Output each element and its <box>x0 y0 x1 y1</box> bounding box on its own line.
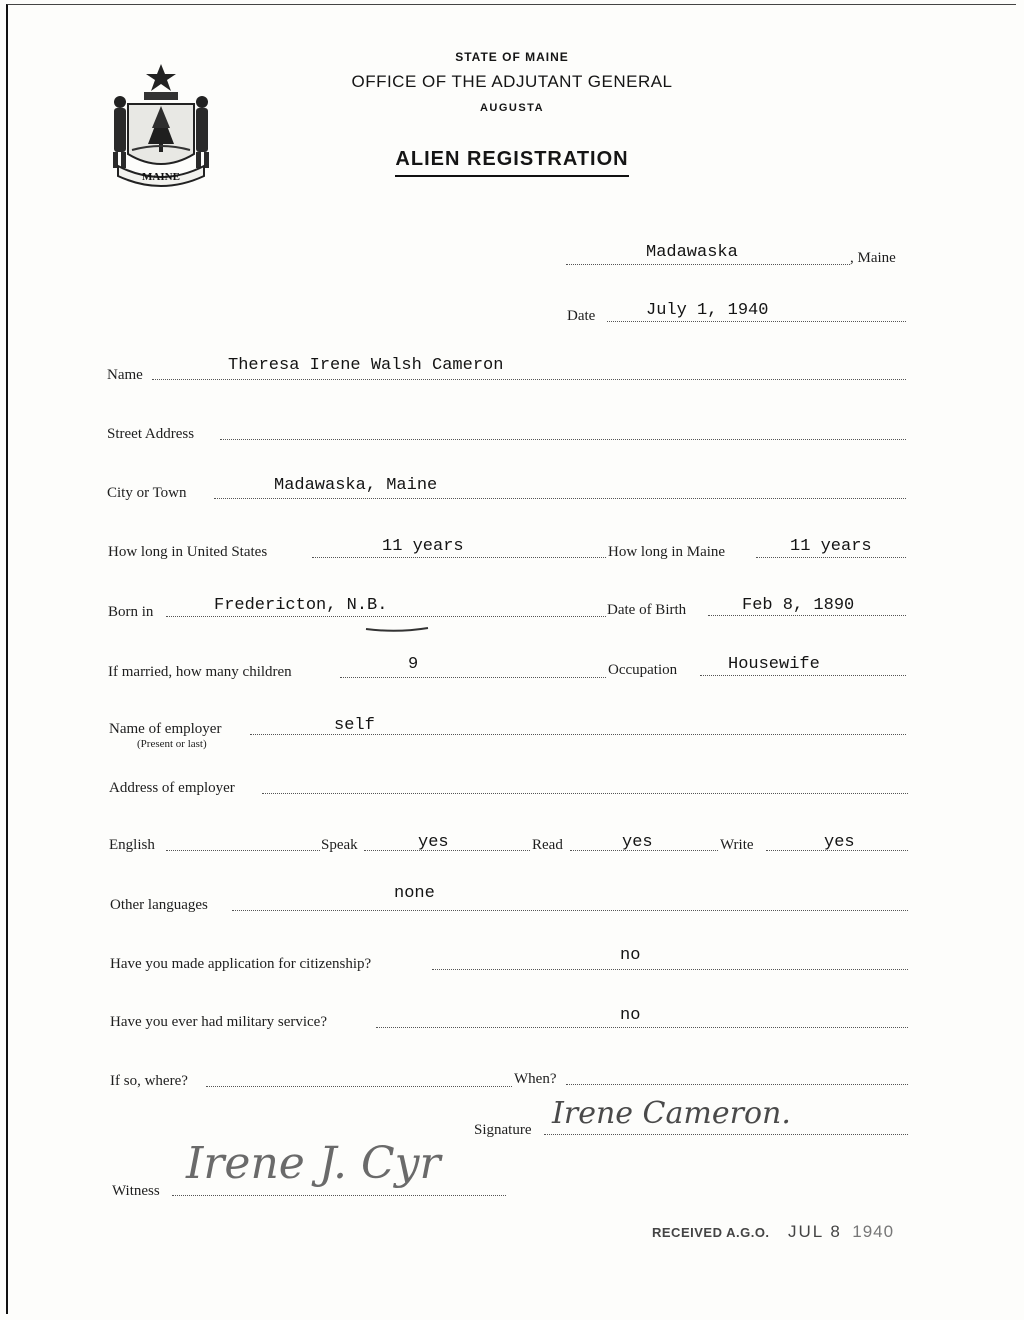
dob-line <box>708 615 906 616</box>
speak-label: Speak <box>321 837 358 853</box>
maine-value: 11 years <box>790 537 872 556</box>
witness-signature: Irene J. Cyr <box>186 1138 441 1189</box>
employer-value: self <box>334 716 375 735</box>
witness-line <box>172 1195 506 1196</box>
born-label: Born in <box>108 604 154 620</box>
name-line <box>152 379 906 380</box>
children-value: 9 <box>408 655 419 674</box>
maine-label: How long in Maine <box>608 544 726 560</box>
us-line <box>312 557 606 558</box>
citizenship-line <box>432 969 908 970</box>
employer-address-label: Address of employer <box>109 780 235 796</box>
where-line <box>206 1086 512 1087</box>
dob-value: Feb 8, 1890 <box>742 596 855 615</box>
svg-text:MAINE: MAINE <box>142 171 180 183</box>
military-label: Have you ever had military service? <box>110 1014 327 1030</box>
military-value: no <box>620 1006 641 1025</box>
military-line <box>376 1027 908 1028</box>
born-line <box>166 616 606 617</box>
born-value: Fredericton, N.B. <box>214 596 388 615</box>
where-label: If so, where? <box>110 1073 188 1089</box>
city-label: City or Town <box>107 485 187 501</box>
header-city: AUGUSTA <box>479 102 545 114</box>
street-line <box>220 439 906 440</box>
us-label: How long in United States <box>108 544 268 560</box>
witness-label: Witness <box>112 1183 160 1199</box>
city-value: Madawaska, Maine <box>274 476 438 495</box>
occupation-line <box>700 675 906 676</box>
us-value: 11 years <box>382 537 464 556</box>
place-suffix: , Maine <box>850 250 896 266</box>
city-line <box>214 498 906 499</box>
signature-line <box>544 1134 908 1135</box>
form-page <box>6 4 1016 1314</box>
write-value: yes <box>824 833 855 852</box>
read-value: yes <box>622 833 653 852</box>
stamp-month-day: JUL 8 <box>788 1222 842 1241</box>
maine-line <box>756 557 906 558</box>
other-languages-label: Other languages <box>110 897 208 913</box>
name-value: Theresa Irene Walsh Cameron <box>228 356 504 375</box>
received-stamp <box>652 1222 894 1242</box>
stamp-received: RECEIVED A.G.O. <box>652 1225 770 1240</box>
header-office: OFFICE OF THE ADJUTANT GENERAL <box>351 72 673 91</box>
form-title: ALIEN REGISTRATION <box>0 148 1024 171</box>
citizenship-label: Have you made application for citizenship? <box>110 956 372 972</box>
date-line <box>607 321 906 322</box>
dob-label: Date of Birth <box>607 602 687 618</box>
employer-label: Name of employer <box>109 721 222 737</box>
employer-sublabel: (Present or last) <box>137 738 207 750</box>
signature-label: Signature <box>474 1122 532 1138</box>
employer-address-line <box>262 793 908 794</box>
other-languages-value: none <box>394 884 435 903</box>
occupation-label: Occupation <box>608 662 678 678</box>
place-line <box>566 264 850 265</box>
english-label: English <box>109 837 155 853</box>
other-languages-line <box>232 910 908 911</box>
speak-value: yes <box>418 833 449 852</box>
street-label: Street Address <box>107 426 195 442</box>
header-state: STATE OF MAINE <box>455 50 569 64</box>
children-line <box>340 677 606 678</box>
citizenship-value: no <box>620 946 641 965</box>
english-line <box>166 850 320 851</box>
read-label: Read <box>532 837 563 853</box>
place-value: Madawaska <box>646 243 738 262</box>
date-label: Date <box>567 308 596 324</box>
occupation-value: Housewife <box>728 655 820 674</box>
when-line <box>566 1084 908 1085</box>
name-label: Name <box>107 367 143 383</box>
signature-value: Irene Cameron. <box>552 1096 791 1131</box>
write-label: Write <box>720 837 754 853</box>
when-label: When? <box>514 1071 557 1087</box>
underline-mark <box>364 624 430 634</box>
date-value: July 1, 1940 <box>646 301 769 320</box>
children-label: If married, how many children <box>108 664 292 680</box>
stamp-year: 1940 <box>852 1222 895 1241</box>
